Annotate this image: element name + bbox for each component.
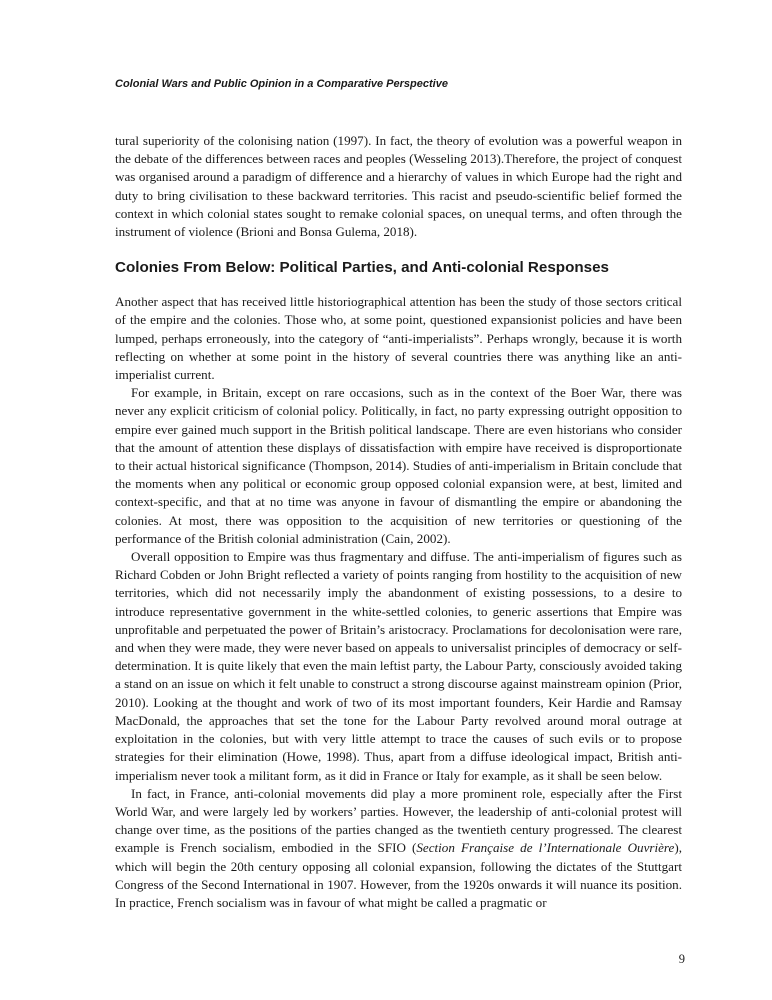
paragraph-4-start: In fact, in France, anti-colonial movements did play a more prominent role, especially after the First World War, and were largely led by workers’ parties. However, the leadership of anti-colonial protest will change over time, as the positions of the parties changed as the twentieth century progressed. The clearest example is French socialism, embodied in the SFIO ( bbox=[115, 785, 682, 856]
section-heading: Colonies From Below: Political Parties, and Anti-colonial Responses bbox=[115, 259, 609, 277]
paragraph-4-end: ), which will begin the 20th century opposing all colonial expansion, following the dictates of the Stuttgart Congress of the Second International in 1907. However, from the 1920s onwards it will nuance its position. In practice, French socialism was in favour of what might be called a pragmatic or bbox=[115, 840, 682, 910]
paragraph-2: For example, in Britain, except on rare occasions, such as in the context of the Boer War, there was never any explicit criticism of colonial policy. Politically, in fact, no party expressing outright opposition to empire ever gained much support in the British political landscape. There are even historians who consider that the amount of attention these displays of dissatisfaction with empire have received is disproportionate to their actual historical significance (Thompson, 2014). Studies of anti-imperialism in Britain conclude that the moments when any political or economic group opposed colonial expansion were, at best, limited and context-specific, and that at no time was anyone in favour of dismantling the empire or abandoning the colonies. At most, there was opposition to the acquisition of new territories or questioning of the performance of the British colonial administration (Cain, 2002). bbox=[115, 385, 682, 546]
paragraph-4-italic: Section Française de l’Internationale Ouvrière bbox=[416, 840, 675, 856]
paragraph-3: Overall opposition to Empire was thus fragmentary and diffuse. The anti-imperialism of figures such as Richard Cobden or John Bright reflected a variety of points ranging from hostility to the acquisition of new territories, which did not necessarily imply the abandonment of existing possessions, to a desire to introduce representative government in the white-settled colonies, to generic assertions that Empire was unprofitable and perpetuated the power of Britain’s aristocracy. Proclamations for decolonisation were rare, and when they were made, they were never based on appeals to universalist principles of democracy or self-determination. It is quite likely that even the main leftist party, the Labour Party, consciously avoided taking a stand on an issue on which it felt unable to construct a strong discourse against mainstream opinion (Prior, 2010). Looking at the thought and work of two of its most important founders, Keir Hardie and Ramsay MacDonald, the approaches that set the tone for the Labour Party revolved around moral outrage at exploitation in the colonies, but with very little attempt to trace the causes of such evils or to propose strategies for their elimination (Howe, 1998). Thus, apart from a diffuse ideological impact, British anti-imperialism never took a militant form, as it did in France or Italy for example, as it shall be seen below. bbox=[115, 549, 682, 783]
running-head: Colonial Wars and Public Opinion in a Comparative Perspective bbox=[115, 78, 448, 90]
paragraph-4 bbox=[115, 785, 682, 912]
paragraph-continued: tural superiority of the colonising nation (1997). In fact, the theory of evolution was a powerful weapon in the debate of the differences between races and peoples (Wesseling 2013).Therefore, the project of conquest was organised around a paradigm of difference and a hierarchy of values in which Europe had the right and duty to bring civilisation to these backward territories. This racist and pseudo-scientific belief formed the context in which colonial states sought to remake colonial spaces, on unequal terms, and often through the instrument of violence (Brioni and Bonsa Gulema, 2018). bbox=[115, 133, 682, 240]
body-text bbox=[115, 132, 682, 912]
page-number: 9 bbox=[678, 952, 685, 966]
paragraph-1: Another aspect that has received little historiographical attention has been the study of those sectors critical of the empire and the colonies. Those who, at some point, questioned expansionist policies and have been lumped, perhaps erroneously, into the category of “anti-imperialists”. Perhaps wrongly, because it is worth reflecting on whether at some point in the history of several countries there was anything like an anti-imperialist current. bbox=[115, 294, 682, 383]
